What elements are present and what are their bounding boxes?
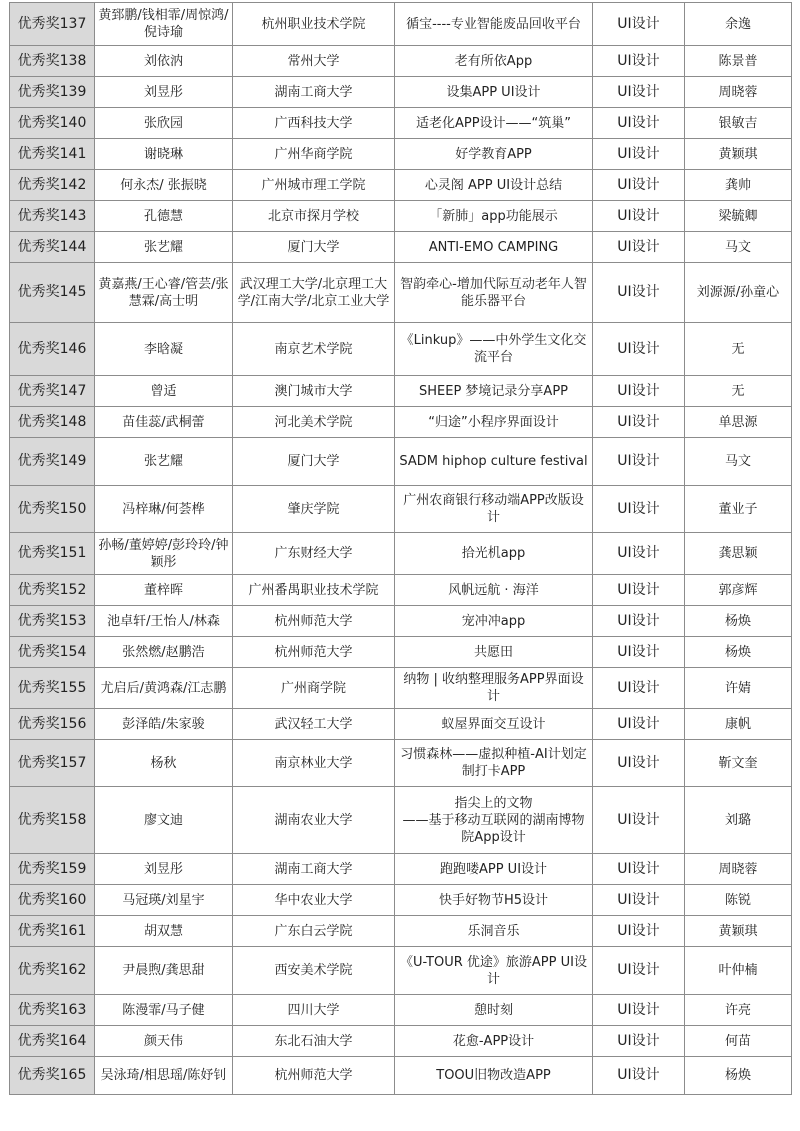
school-cell: 杭州职业技术学院 (233, 3, 395, 46)
members-cell: 刘昱彤 (95, 77, 233, 108)
tutor-cell: 刘璐 (685, 787, 792, 854)
work-cell: 心灵阁 APP UI设计总结 (395, 170, 593, 201)
members-cell: 孔德慧 (95, 201, 233, 232)
members-cell: 冯梓琳/何荟桦 (95, 486, 233, 533)
category-cell: UI设计 (593, 3, 685, 46)
tutor-cell: 陈锐 (685, 885, 792, 916)
table-row (10, 668, 792, 709)
members-cell: 彭泽皓/朱家骏 (95, 709, 233, 740)
work-cell: 适老化APP设计——“筑巢” (395, 108, 593, 139)
members-cell: 孙畅/董婷婷/彭玲玲/钟颖彤 (95, 533, 233, 575)
tutor-cell: 杨焕 (685, 1057, 792, 1095)
members-cell: 池卓轩/王怡人/林森 (95, 606, 233, 637)
school-cell: 杭州师范大学 (233, 637, 395, 668)
award-cell: 优秀奖138 (10, 46, 95, 77)
work-cell: 《U-TOUR 优途》旅游APP UI设计 (395, 947, 593, 995)
work-cell: 跑跑喽APP UI设计 (395, 854, 593, 885)
tutor-cell: 梁毓卿 (685, 201, 792, 232)
tutor-cell: 龚帅 (685, 170, 792, 201)
school-cell: 厦门大学 (233, 232, 395, 263)
category-cell: UI设计 (593, 438, 685, 486)
work-cell: 快手好物节H5设计 (395, 885, 593, 916)
work-cell: 花愈-APP设计 (395, 1026, 593, 1057)
tutor-cell: 无 (685, 376, 792, 407)
school-cell: 河北美术学院 (233, 407, 395, 438)
category-cell: UI设计 (593, 139, 685, 170)
award-cell: 优秀奖137 (10, 3, 95, 46)
category-cell: UI设计 (593, 995, 685, 1026)
school-cell: 杭州师范大学 (233, 1057, 395, 1095)
tutor-cell: 靳文奎 (685, 740, 792, 787)
work-cell: 好学教育APP (395, 139, 593, 170)
school-cell: 广东白云学院 (233, 916, 395, 947)
award-cell: 优秀奖143 (10, 201, 95, 232)
school-cell: 湖南工商大学 (233, 854, 395, 885)
table-row (10, 1026, 792, 1057)
tutor-cell: 黄颖琪 (685, 916, 792, 947)
work-cell: ANTI-EMO CAMPING (395, 232, 593, 263)
category-cell: UI设计 (593, 1057, 685, 1095)
category-cell: UI设计 (593, 916, 685, 947)
members-cell: 马冠瑛/刘星宇 (95, 885, 233, 916)
category-cell: UI设计 (593, 575, 685, 606)
work-cell: SADM hiphop culture festival (395, 438, 593, 486)
members-cell: 吴泳琦/相思瑶/陈妤钊 (95, 1057, 233, 1095)
school-cell: 东北石油大学 (233, 1026, 395, 1057)
work-cell: 设集APP UI设计 (395, 77, 593, 108)
table-row (10, 170, 792, 201)
members-cell: 尹晨煦/龚思甜 (95, 947, 233, 995)
category-cell: UI设计 (593, 606, 685, 637)
table-row (10, 77, 792, 108)
work-cell: 乐洞音乐 (395, 916, 593, 947)
members-cell: 胡双慧 (95, 916, 233, 947)
tutor-cell: 余逸 (685, 3, 792, 46)
table-row (10, 740, 792, 787)
tutor-cell: 单思源 (685, 407, 792, 438)
category-cell: UI设计 (593, 108, 685, 139)
award-cell: 优秀奖163 (10, 995, 95, 1026)
school-cell: 南京艺术学院 (233, 323, 395, 376)
school-cell: 湖南工商大学 (233, 77, 395, 108)
work-cell: TOOU旧物改造APP (395, 1057, 593, 1095)
category-cell: UI设计 (593, 533, 685, 575)
tutor-cell: 陈景普 (685, 46, 792, 77)
work-cell: 共愿田 (395, 637, 593, 668)
award-cell: 优秀奖140 (10, 108, 95, 139)
school-cell: 武汉理工大学/北京理工大学/江南大学/北京工业大学 (233, 263, 395, 323)
school-cell: 北京市探月学校 (233, 201, 395, 232)
tutor-cell: 康帆 (685, 709, 792, 740)
category-cell: UI设计 (593, 201, 685, 232)
table-row (10, 108, 792, 139)
table-row (10, 533, 792, 575)
table-row (10, 787, 792, 854)
table-row (10, 376, 792, 407)
category-cell: UI设计 (593, 1026, 685, 1057)
tutor-cell: 刘源源/孙童心 (685, 263, 792, 323)
work-cell: 智韵牵心-增加代际互动老年人智能乐器平台 (395, 263, 593, 323)
table-row (10, 606, 792, 637)
members-cell: 曾适 (95, 376, 233, 407)
award-cell: 优秀奖141 (10, 139, 95, 170)
category-cell: UI设计 (593, 46, 685, 77)
tutor-cell: 何苗 (685, 1026, 792, 1057)
table-row (10, 201, 792, 232)
school-cell: 广州城市理工学院 (233, 170, 395, 201)
work-cell: 老有所依App (395, 46, 593, 77)
award-cell: 优秀奖139 (10, 77, 95, 108)
tutor-cell: 许亮 (685, 995, 792, 1026)
school-cell: 四川大学 (233, 995, 395, 1026)
work-cell: 宠冲冲app (395, 606, 593, 637)
table-row (10, 407, 792, 438)
table-row (10, 139, 792, 170)
school-cell: 华中农业大学 (233, 885, 395, 916)
table-row (10, 323, 792, 376)
category-cell: UI设计 (593, 885, 685, 916)
members-cell: 黄嘉燕/王心睿/管芸/张慧霖/高士明 (95, 263, 233, 323)
table-row (10, 263, 792, 323)
school-cell: 南京林业大学 (233, 740, 395, 787)
members-cell: 尤启后/黄鸿森/江志鹏 (95, 668, 233, 709)
tutor-cell: 许婧 (685, 668, 792, 709)
tutor-cell: 马文 (685, 232, 792, 263)
members-cell: 谢晓琳 (95, 139, 233, 170)
work-cell: 循宝----专业智能废品回收平台 (395, 3, 593, 46)
table-row (10, 1057, 792, 1095)
category-cell: UI设计 (593, 263, 685, 323)
award-cell: 优秀奖153 (10, 606, 95, 637)
tutor-cell: 银敏吉 (685, 108, 792, 139)
members-cell: 李晗凝 (95, 323, 233, 376)
members-cell: 董梓晖 (95, 575, 233, 606)
school-cell: 广州商学院 (233, 668, 395, 709)
members-cell: 张艺耀 (95, 438, 233, 486)
members-cell: 廖文迪 (95, 787, 233, 854)
tutor-cell: 董业子 (685, 486, 792, 533)
tutor-cell: 杨焕 (685, 606, 792, 637)
tutor-cell: 周晓蓉 (685, 77, 792, 108)
school-cell: 广东财经大学 (233, 533, 395, 575)
table-row (10, 575, 792, 606)
tutor-cell: 郭彦辉 (685, 575, 792, 606)
award-cell: 优秀奖160 (10, 885, 95, 916)
category-cell: UI设计 (593, 232, 685, 263)
members-cell: 杨秋 (95, 740, 233, 787)
award-cell: 优秀奖148 (10, 407, 95, 438)
table-row (10, 885, 792, 916)
table-row (10, 486, 792, 533)
school-cell: 西安美术学院 (233, 947, 395, 995)
table-row (10, 438, 792, 486)
category-cell: UI设计 (593, 787, 685, 854)
category-cell: UI设计 (593, 947, 685, 995)
table-row (10, 947, 792, 995)
award-cell: 优秀奖150 (10, 486, 95, 533)
table-row (10, 637, 792, 668)
tutor-cell: 叶仲楠 (685, 947, 792, 995)
table-row (10, 709, 792, 740)
members-cell: 何永杰/ 张振晓 (95, 170, 233, 201)
members-cell: 苗佳蕊/武桐蕾 (95, 407, 233, 438)
school-cell: 澳门城市大学 (233, 376, 395, 407)
members-cell: 刘昱彤 (95, 854, 233, 885)
category-cell: UI设计 (593, 376, 685, 407)
tutor-cell: 周晓蓉 (685, 854, 792, 885)
work-line: ——基于移动互联网的湖南博物院App设计 (402, 812, 585, 845)
school-cell: 湖南农业大学 (233, 787, 395, 854)
table-body (10, 3, 792, 1095)
table-row (10, 854, 792, 885)
award-cell: 优秀奖151 (10, 533, 95, 575)
award-cell: 优秀奖157 (10, 740, 95, 787)
work-cell: 广州农商银行移动端APP改版设计 (395, 486, 593, 533)
table-row (10, 46, 792, 77)
members-cell: 黄郅鹏/钱相霏/周惊鸿/倪诗瑜 (95, 3, 233, 46)
award-cell: 优秀奖149 (10, 438, 95, 486)
members-cell: 张艺耀 (95, 232, 233, 263)
work-cell: 《Linkup》——中外学生文化交流平台 (395, 323, 593, 376)
work-cell: 憩时刻 (395, 995, 593, 1026)
category-cell: UI设计 (593, 637, 685, 668)
category-cell: UI设计 (593, 170, 685, 201)
award-cell: 优秀奖145 (10, 263, 95, 323)
award-cell: 优秀奖146 (10, 323, 95, 376)
school-cell: 厦门大学 (233, 438, 395, 486)
award-cell: 优秀奖161 (10, 916, 95, 947)
work-line: 指尖上的文物 (454, 795, 533, 811)
work-cell: 习惯森林——虚拟种植-AI计划定制打卡APP (395, 740, 593, 787)
category-cell: UI设计 (593, 77, 685, 108)
work-cell: “归途”小程序界面设计 (395, 407, 593, 438)
category-cell: UI设计 (593, 668, 685, 709)
award-cell: 优秀奖162 (10, 947, 95, 995)
members-cell: 刘依汭 (95, 46, 233, 77)
category-cell: UI设计 (593, 486, 685, 533)
category-cell: UI设计 (593, 854, 685, 885)
work-cell: SHEEP 梦境记录分享APP (395, 376, 593, 407)
award-cell: 优秀奖164 (10, 1026, 95, 1057)
work-cell: 「新肺」app功能展示 (395, 201, 593, 232)
school-cell: 广西科技大学 (233, 108, 395, 139)
award-table (9, 2, 792, 1095)
work-cell: 风帆远航 · 海洋 (395, 575, 593, 606)
school-cell: 广州华商学院 (233, 139, 395, 170)
table-row (10, 232, 792, 263)
category-cell: UI设计 (593, 709, 685, 740)
school-cell: 杭州师范大学 (233, 606, 395, 637)
school-cell: 肇庆学院 (233, 486, 395, 533)
category-cell: UI设计 (593, 407, 685, 438)
award-cell: 优秀奖159 (10, 854, 95, 885)
tutor-cell: 无 (685, 323, 792, 376)
award-cell: 优秀奖147 (10, 376, 95, 407)
table-row (10, 916, 792, 947)
award-cell: 优秀奖142 (10, 170, 95, 201)
award-cell: 优秀奖152 (10, 575, 95, 606)
members-cell: 张然燃/赵鹏浩 (95, 637, 233, 668)
category-cell: UI设计 (593, 740, 685, 787)
school-cell: 广州番禺职业技术学院 (233, 575, 395, 606)
work-cell: 蚁屋界面交互设计 (395, 709, 593, 740)
tutor-cell: 龚思颖 (685, 533, 792, 575)
category-cell: UI设计 (593, 323, 685, 376)
work-cell: 拾光机app (395, 533, 593, 575)
school-cell: 武汉轻工大学 (233, 709, 395, 740)
award-cell: 优秀奖156 (10, 709, 95, 740)
table-row (10, 995, 792, 1026)
work-cell (395, 787, 593, 854)
members-cell: 颜天伟 (95, 1026, 233, 1057)
members-cell: 陈漫霏/马子健 (95, 995, 233, 1026)
tutor-cell: 马文 (685, 438, 792, 486)
award-cell: 优秀奖154 (10, 637, 95, 668)
school-cell: 常州大学 (233, 46, 395, 77)
tutor-cell: 黄颖琪 (685, 139, 792, 170)
award-cell: 优秀奖158 (10, 787, 95, 854)
members-cell: 张欣园 (95, 108, 233, 139)
table-row (10, 3, 792, 46)
tutor-cell: 杨焕 (685, 637, 792, 668)
award-cell: 优秀奖155 (10, 668, 95, 709)
work-cell: 纳物 | 收纳整理服务APP界面设计 (395, 668, 593, 709)
award-cell: 优秀奖144 (10, 232, 95, 263)
award-cell: 优秀奖165 (10, 1057, 95, 1095)
